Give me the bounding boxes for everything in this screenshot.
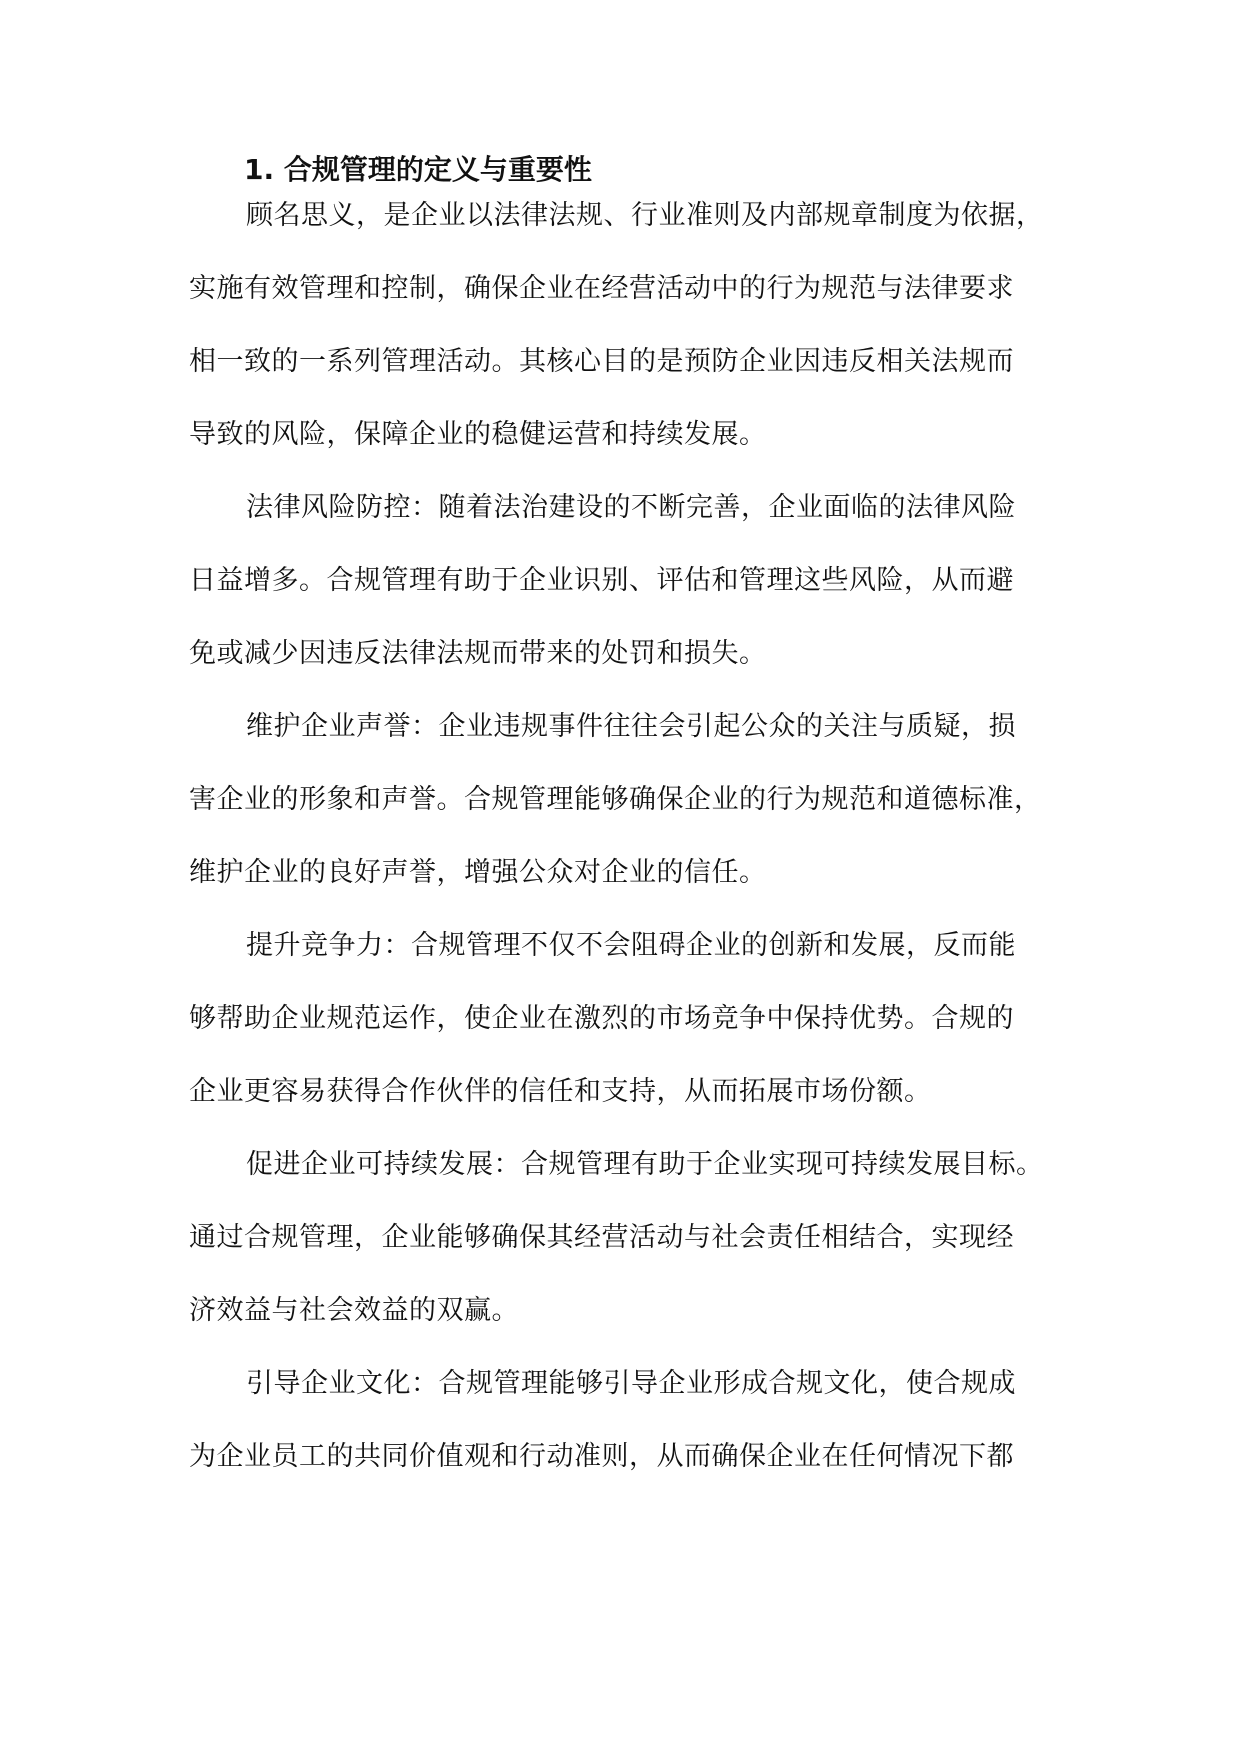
paragraph-legal-risk-line-3: 免或减少因违反法律法规而带来的处罚和损失。 <box>189 638 767 669</box>
paragraph-competitiveness-line-3: 企业更容易获得合作伙伴的信任和支持，从而拓展市场份额。 <box>189 1076 932 1107</box>
section-heading: 1. 合规管理的定义与重要性 <box>244 153 592 186</box>
paragraph-definition-line-4: 导致的风险，保障企业的稳健运营和持续发展。 <box>189 419 767 450</box>
paragraph-competitiveness-line-2: 够帮助企业规范运作，使企业在激烈的市场竞争中保持优势。合规的 <box>189 1003 1014 1034</box>
paragraph-reputation-line-1: 维护企业声誉：企业违规事件往往会引起公众的关注与质疑，损 <box>246 711 1016 742</box>
paragraph-reputation-line-3: 维护企业的良好声誉，增强公众对企业的信任。 <box>189 857 767 888</box>
paragraph-culture-line-2: 为企业员工的共同价值观和行动准则，从而确保企业在任何情况下都 <box>189 1441 1014 1472</box>
paragraph-sustainability-line-3: 济效益与社会效益的双赢。 <box>189 1295 519 1326</box>
paragraph-legal-risk-line-2: 日益增多。合规管理有助于企业识别、评估和管理这些风险，从而避 <box>189 565 1014 596</box>
paragraph-definition-line-1: 顾名思义，是企业以法律法规、行业准则及内部规章制度为依据， <box>246 200 1044 231</box>
paragraph-sustainability-line-1: 促进企业可持续发展：合规管理有助于企业实现可持续发展目标。 <box>246 1149 1044 1180</box>
paragraph-legal-risk-line-1: 法律风险防控：随着法治建设的不断完善，企业面临的法律风险 <box>246 492 1016 523</box>
paragraph-sustainability-line-2: 通过合规管理，企业能够确保其经营活动与社会责任相结合，实现经 <box>189 1222 1014 1253</box>
paragraph-culture-line-1: 引导企业文化：合规管理能够引导企业形成合规文化，使合规成 <box>246 1368 1016 1399</box>
paragraph-reputation-line-2: 害企业的形象和声誉。合规管理能够确保企业的行为规范和道德标准， <box>189 784 1042 815</box>
paragraph-competitiveness-line-1: 提升竞争力：合规管理不仅不会阻碍企业的创新和发展，反而能 <box>246 930 1016 961</box>
paragraph-definition-line-3: 相一致的一系列管理活动。其核心目的是预防企业因违反相关法规而 <box>189 346 1014 377</box>
paragraph-definition-line-2: 实施有效管理和控制，确保企业在经营活动中的行为规范与法律要求 <box>189 273 1014 304</box>
